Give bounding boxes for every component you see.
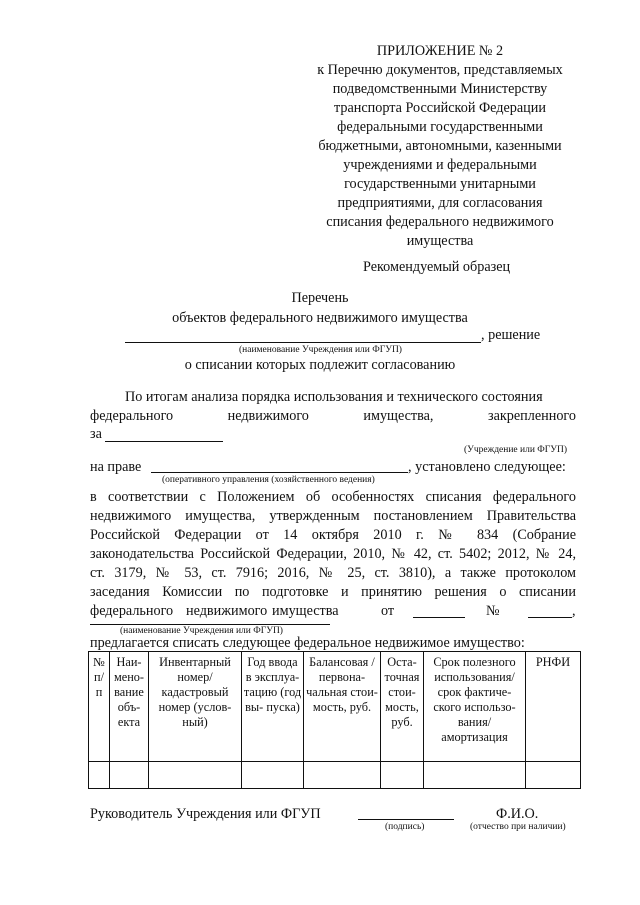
appendix-line: списания федерального недвижимого [326, 214, 554, 230]
col-header: Балансовая /первона- чальная стои- мость, руб. [304, 652, 381, 762]
col-header: Наи- мено- вание объ- екта [110, 652, 149, 762]
appendix-line: к Перечню документов, представляемых [317, 62, 563, 78]
table-cell[interactable] [89, 762, 110, 789]
protocol-date-blank [413, 617, 465, 618]
word: федерального [90, 408, 174, 424]
col-header: № п/ п [89, 652, 110, 762]
table-row [89, 762, 581, 789]
table-cell[interactable] [526, 762, 581, 789]
institution-blank [105, 441, 223, 442]
proposal-text: предлагается списать следующее федеральное недвижимое имущество: [90, 635, 525, 651]
signature-hint: (подпись) [385, 822, 425, 832]
protocol-number-blank [528, 617, 572, 618]
word: недвижимого [227, 408, 309, 424]
col-header: Год ввода в эксплуа- тацию (год вы- пуска) [242, 652, 304, 762]
table-cell[interactable] [149, 762, 242, 789]
word: имущества [272, 603, 339, 619]
institution-blank-2 [90, 624, 330, 625]
property-table [88, 651, 581, 789]
appendix-line: подведомственными Министерству [332, 81, 548, 97]
para2-line: ст. 3179, № 53, ст. 7916; 2016, № 25, ст. 3810), а также протоколом [90, 565, 576, 581]
table-cell[interactable] [242, 762, 304, 789]
institution-name-hint: (наименование Учреждения или ФГУП) [239, 345, 402, 355]
appendix-heading: ПРИЛОЖЕНИЕ № 2 [376, 43, 504, 59]
appendix-block [270, 42, 610, 251]
right-type-blank [151, 472, 408, 473]
doc-title: Перечень [291, 290, 349, 306]
fio-hint: (отчество при наличии) [470, 822, 566, 832]
right-type-hint: (оперативного управления (хозяйственного ведения) [162, 475, 375, 485]
sample-label: Рекомендуемый образец [363, 259, 511, 275]
para2-line: в соответствии с Положением об особенностях списания федерального [90, 489, 576, 505]
institution-hint: (Учреждение или ФГУП) [464, 445, 568, 455]
appendix-line: предприятиями, для согласования [337, 195, 543, 211]
institution-hint-2: (наименование Учреждения или ФГУП) [120, 626, 283, 636]
para1-line3-prefix: за [90, 426, 102, 442]
para2-line: Российской Федерации от 14 октября 2010 г. № 834 (Собрание [90, 527, 576, 543]
word: недвижимого [186, 603, 268, 619]
appendix-line: бюджетными, автономными, казенными [318, 138, 562, 154]
appendix-line: государственными унитарными [344, 176, 536, 192]
institution-name-line [125, 342, 481, 343]
table-cell[interactable] [110, 762, 149, 789]
signature-line [358, 819, 454, 820]
para2-line: заседания Комиссии по подготовке и принятию решения о списании [90, 584, 576, 600]
para2-line: недвижимого имущества, утвержденным постановлением Правительства [90, 508, 576, 524]
decision-label: , решение [481, 327, 541, 343]
signature-label: Руководитель Учреждения или ФГУП [90, 806, 321, 822]
table-cell[interactable] [424, 762, 526, 789]
word: федерального [90, 603, 174, 619]
appendix-line: учреждениями и федеральными [343, 157, 537, 173]
right-prefix: на праве [90, 459, 142, 475]
word: имущества, [363, 408, 434, 424]
number-sign: № [486, 603, 500, 619]
right-suffix: , установлено следующее: [408, 459, 566, 475]
para1-line1: По итогам анализа порядка использования и технического состояния [125, 389, 543, 405]
doc-subtitle-2: о списании которых подлежит согласованию [184, 357, 456, 373]
table-cell[interactable] [381, 762, 424, 789]
table-header-row [89, 652, 581, 762]
comma: , [572, 603, 576, 619]
col-header: РНФИ [526, 652, 581, 762]
para2-line: законодательства Российской Федерации, 2010, № 42, ст. 5402; 2012, № 24, [90, 546, 576, 562]
appendix-line: федеральными государственными [337, 119, 543, 135]
doc-subtitle: объектов федерального недвижимого имущества [172, 310, 468, 326]
col-header: Оста- точная стои- мость, руб. [381, 652, 424, 762]
para1-line2 [90, 408, 576, 425]
col-header: Срок полезного использования/ срок фактиче- ского использо- вания/ амортизация [424, 652, 526, 762]
word: закрепленного [487, 408, 576, 424]
table-cell[interactable] [304, 762, 381, 789]
word: от [381, 603, 395, 619]
appendix-line: транспорта Российской Федерации [334, 100, 546, 116]
col-header: Инвентарный номер/ кадастровый номер (услов- ный) [149, 652, 242, 762]
fio-label: Ф.И.О. [496, 806, 539, 822]
appendix-line: имущества [406, 233, 474, 249]
